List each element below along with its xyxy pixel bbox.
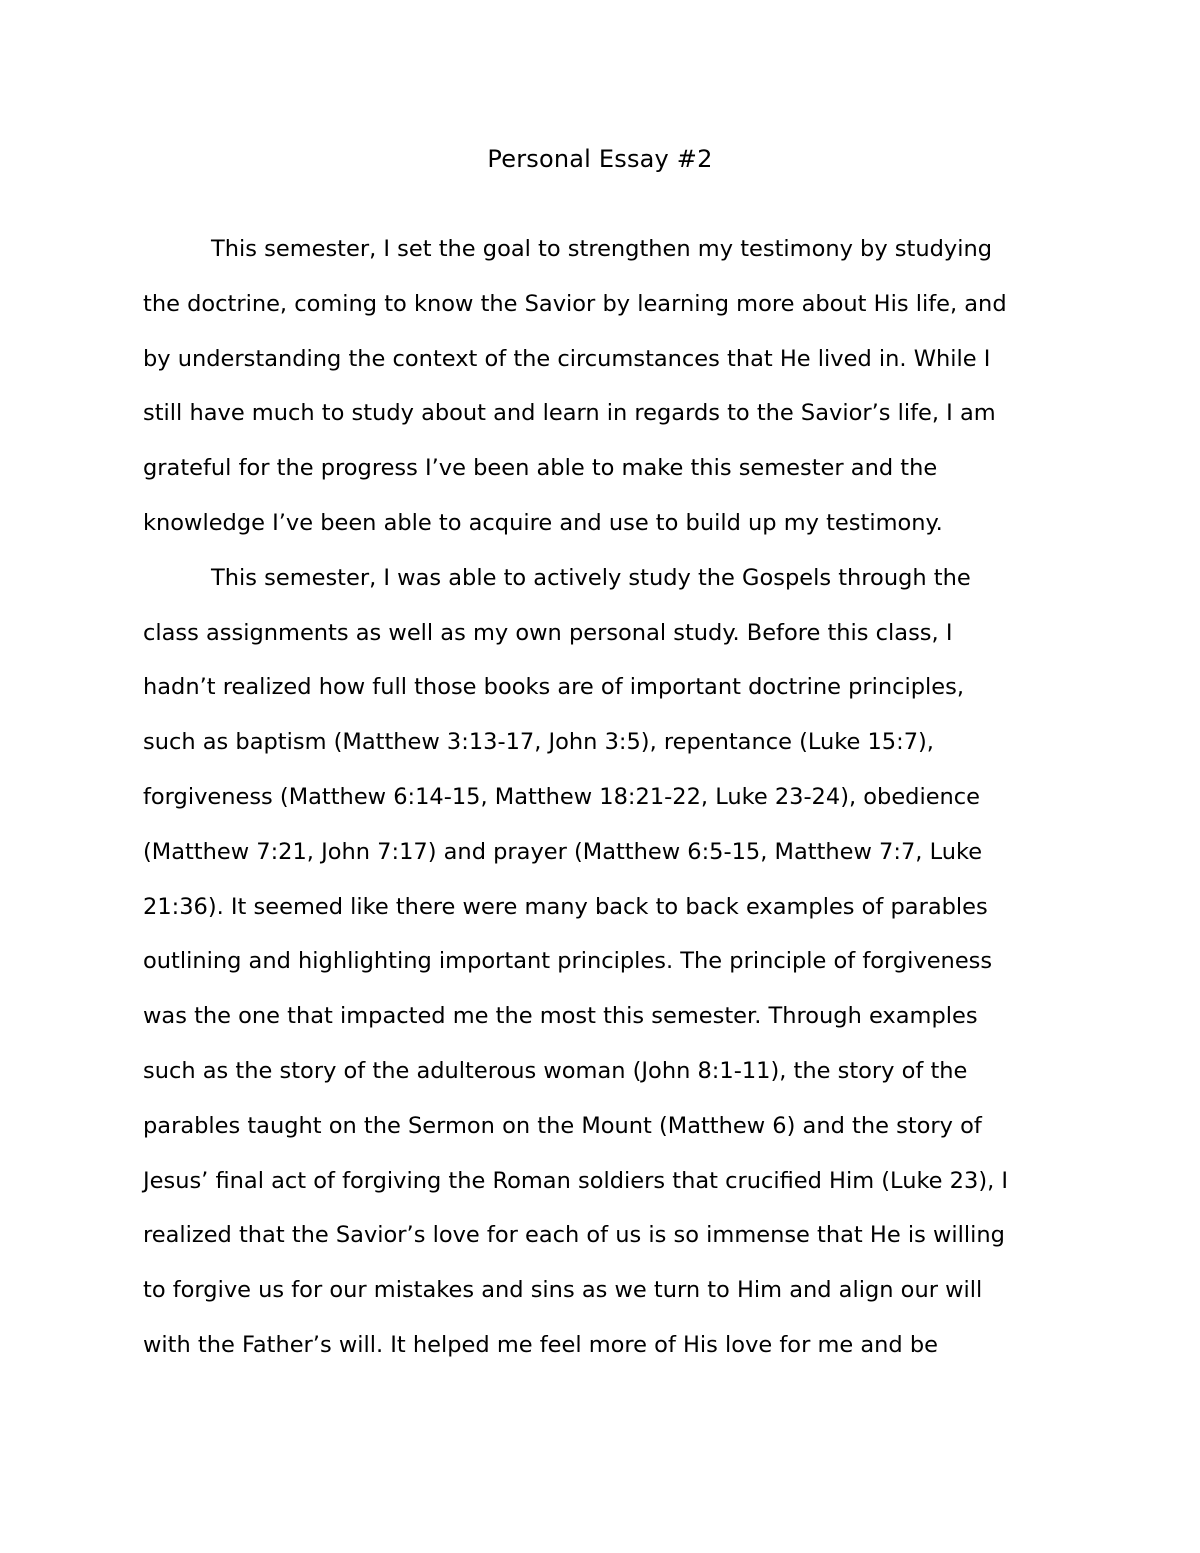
paragraph-1-line-2: the doctrine, coming to know the Savior by learning more about His life, and (143, 290, 1007, 317)
paragraph-2-line-14: to forgive us for our mistakes and sins as we turn to Him and align our will (143, 1277, 983, 1304)
paragraph-2-line-2: class assignments as well as my own personal study. Before this class, I (143, 619, 953, 646)
paragraph-1-line-1: This semester, I set the goal to strengthen my testimony by studying (211, 236, 993, 262)
paragraph-2-line-5: forgiveness (Matthew 6:14-15, Matthew 18:21-22, Luke 23-24), obedience (143, 783, 981, 810)
paragraph-2-line-9: was the one that impacted me the most this semester. Through examples (143, 1003, 978, 1030)
paragraph-2-line-15: with the Father’s will. It helped me feel more of His love for me and be (143, 1331, 938, 1358)
paragraph-2-line-1: This semester, I was able to actively study the Gospels through the (211, 564, 971, 591)
paragraph-2-line-8: outlining and highlighting important principles. The principle of forgiveness (143, 948, 993, 975)
paragraph-1-line-5: grateful for the progress I’ve been able to make this semester and the (143, 455, 938, 482)
paragraph-2-line-11: parables taught on the Sermon on the Mount (Matthew 6) and the story of (143, 1112, 982, 1139)
essay-body (143, 222, 1073, 1373)
paragraph-1-line-3: by understanding the context of the circumstances that He lived in. While I (143, 345, 991, 372)
paragraph-2-line-7: 21:36). It seemed like there were many back to back examples of parables (143, 893, 988, 920)
paragraph-1-line-4: still have much to study about and learn in regards to the Savior’s life, I am (143, 400, 996, 427)
paragraph-2-line-12: Jesus’ final act of forgiving the Roman soldiers that crucified Him (Luke 23), I (143, 1167, 1009, 1194)
paragraph-2-line-3: hadn’t realized how full those books are of important doctrine principles, (143, 674, 964, 701)
essay-title: Personal Essay #2 (487, 145, 713, 173)
paragraph-2-line-4: such as baptism (Matthew 3:13-17, John 3:5), repentance (Luke 15:7), (143, 729, 934, 756)
paragraph-2-line-10: such as the story of the adulterous woman (John 8:1-11), the story of the (143, 1057, 968, 1084)
paragraph-2-line-13: realized that the Savior’s love for each of us is so immense that He is willing (143, 1222, 1005, 1249)
paragraph-2-line-6: (Matthew 7:21, John 7:17) and prayer (Matthew 6:5-15, Matthew 7:7, Luke (143, 838, 983, 865)
paragraph-1-line-6: knowledge I’ve been able to acquire and use to build up my testimony. (143, 509, 943, 536)
